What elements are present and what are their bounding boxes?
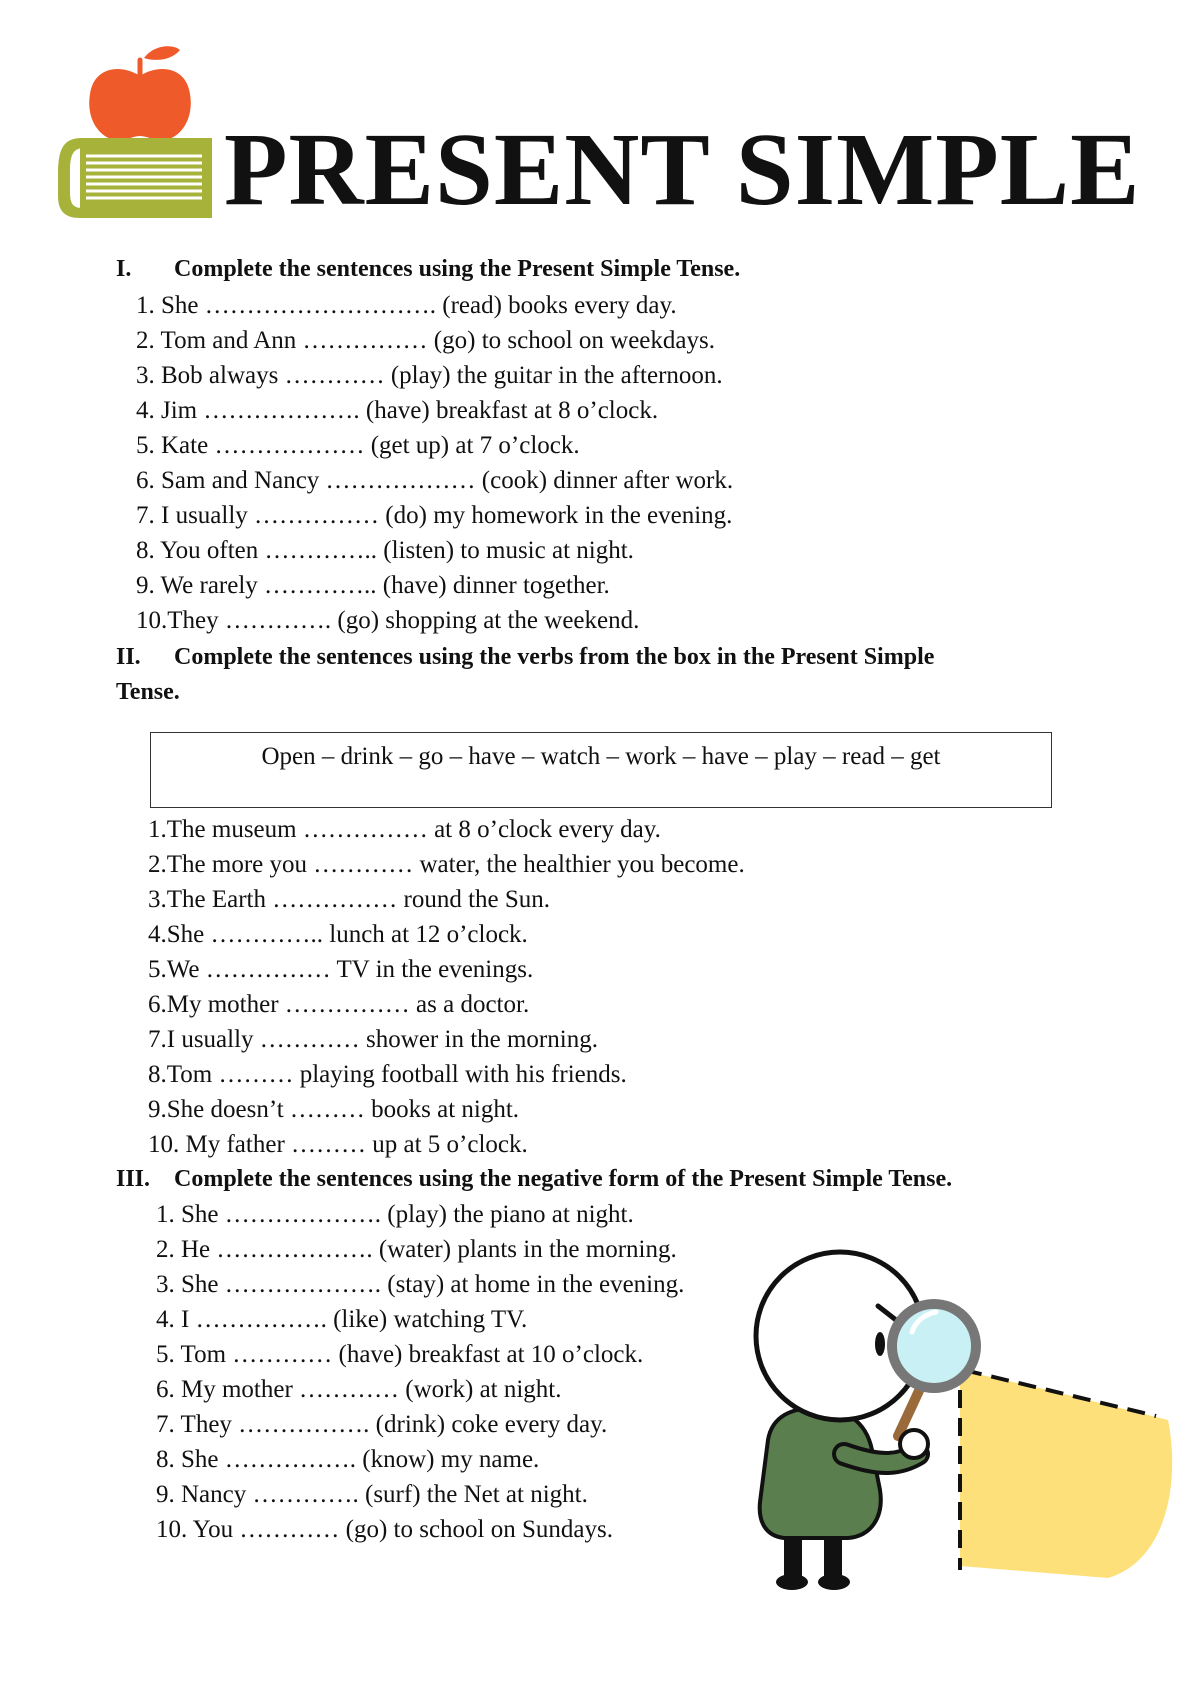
s1-item-5: 5. Kate ……………… (get up) at 7 o’clock.: [136, 432, 580, 459]
s2-item-8: 8.Tom ……… playing football with his friends.: [148, 1061, 627, 1088]
s3-item-7: 7. They ……………. (drink) coke every day.: [156, 1411, 608, 1438]
s1-item-7: 7. I usually …………… (do) my homework in the evening.: [136, 502, 733, 529]
section-3-heading: [116, 1162, 1106, 1197]
s3-item-2: 2. He ………………. (water) plants in the morning.: [156, 1236, 677, 1263]
s3-item-5: 5. Tom ………… (have) breakfast at 10 o’clock.: [156, 1341, 644, 1368]
s1-item-6: 6. Sam and Nancy ……………… (cook) dinner after work.: [136, 467, 734, 494]
s3-item-10: 10. You ………… (go) to school on Sundays.: [156, 1516, 613, 1543]
eye: [875, 1332, 885, 1356]
s2-item-3: 3.The Earth …………… round the Sun.: [148, 886, 551, 913]
section-3-number: III.: [116, 1166, 151, 1192]
apple-shape: [89, 69, 191, 140]
left-shoe: [776, 1574, 808, 1590]
section-2-number: II.: [116, 644, 141, 670]
s1-item-3: 3. Bob always ………… (play) the guitar in the afternoon.: [136, 362, 723, 389]
detective-magnifier-illustration: [748, 1240, 1188, 1600]
s1-item-2: 2. Tom and Ann …………… (go) to school on weekdays.: [136, 327, 715, 354]
apple-leaf: [144, 46, 180, 60]
s3-item-9: 9. Nancy …………. (surf) the Net at night.: [156, 1481, 588, 1508]
jacket: [760, 1408, 881, 1538]
s2-item-7: 7.I usually ………… shower in the morning.: [148, 1026, 598, 1053]
section-2-heading-text-2: Tense.: [116, 679, 180, 705]
section-2-heading: [116, 640, 1106, 710]
apple-on-books-icon: [52, 36, 232, 246]
s2-item-2: 2.The more you ………… water, the healthier you become.: [148, 851, 745, 878]
s1-item-9: 9. We rarely ………….. (have) dinner together.: [136, 572, 610, 599]
s1-item-8: 8. You often ………….. (listen) to music at night.: [136, 537, 634, 564]
s2-item-4: 4.She ………….. lunch at 12 o’clock.: [148, 921, 528, 948]
s3-item-8: 8. She ……………. (know) my name.: [156, 1446, 540, 1473]
s1-item-10: 10.They …………. (go) shopping at the weekend.: [136, 607, 640, 634]
section-2-heading-text: Complete the sentences using the verbs from the box in the Present Simple: [174, 644, 935, 670]
s2-item-10: 10. My father ……… up at 5 o’clock.: [148, 1131, 528, 1158]
magnifier-lens: [892, 1304, 976, 1388]
section-3-heading-text: Complete the sentences using the negative form of the Present Simple Tense.: [174, 1166, 953, 1192]
s3-item-3: 3. She ………………. (stay) at home in the evening.: [156, 1271, 685, 1298]
right-shoe: [818, 1574, 850, 1590]
section-1-heading: [116, 252, 1106, 287]
s1-item-4: 4. Jim ………………. (have) breakfast at 8 o’clock.: [136, 397, 659, 424]
s3-item-4: 4. I ……………. (like) watching TV.: [156, 1306, 528, 1333]
s2-item-9: 9.She doesn’t ……… books at night.: [148, 1096, 520, 1123]
s3-item-1: 1. She ………………. (play) the piano at night.: [156, 1201, 634, 1228]
book-page-lines: [86, 156, 202, 198]
s2-item-1: 1.The museum …………… at 8 o’clock every day.: [148, 816, 661, 843]
light-beam: [960, 1370, 1172, 1578]
s2-item-6: 6.My mother …………… as a doctor.: [148, 991, 530, 1018]
s3-item-6: 6. My mother ………… (work) at night.: [156, 1376, 562, 1403]
hand: [900, 1430, 928, 1458]
verb-box: Open – drink – go – have – watch – work – have – play – read – get: [150, 732, 1052, 808]
page-title: PRESENT SIMPLE: [224, 112, 1141, 227]
section-1-number: I.: [116, 256, 132, 282]
s2-item-5: 5.We …………… TV in the evenings.: [148, 956, 534, 983]
section-1-heading-text: Complete the sentences using the Present Simple Tense.: [174, 256, 741, 282]
s1-item-1: 1. She ………………………. (read) books every day.: [136, 292, 677, 319]
